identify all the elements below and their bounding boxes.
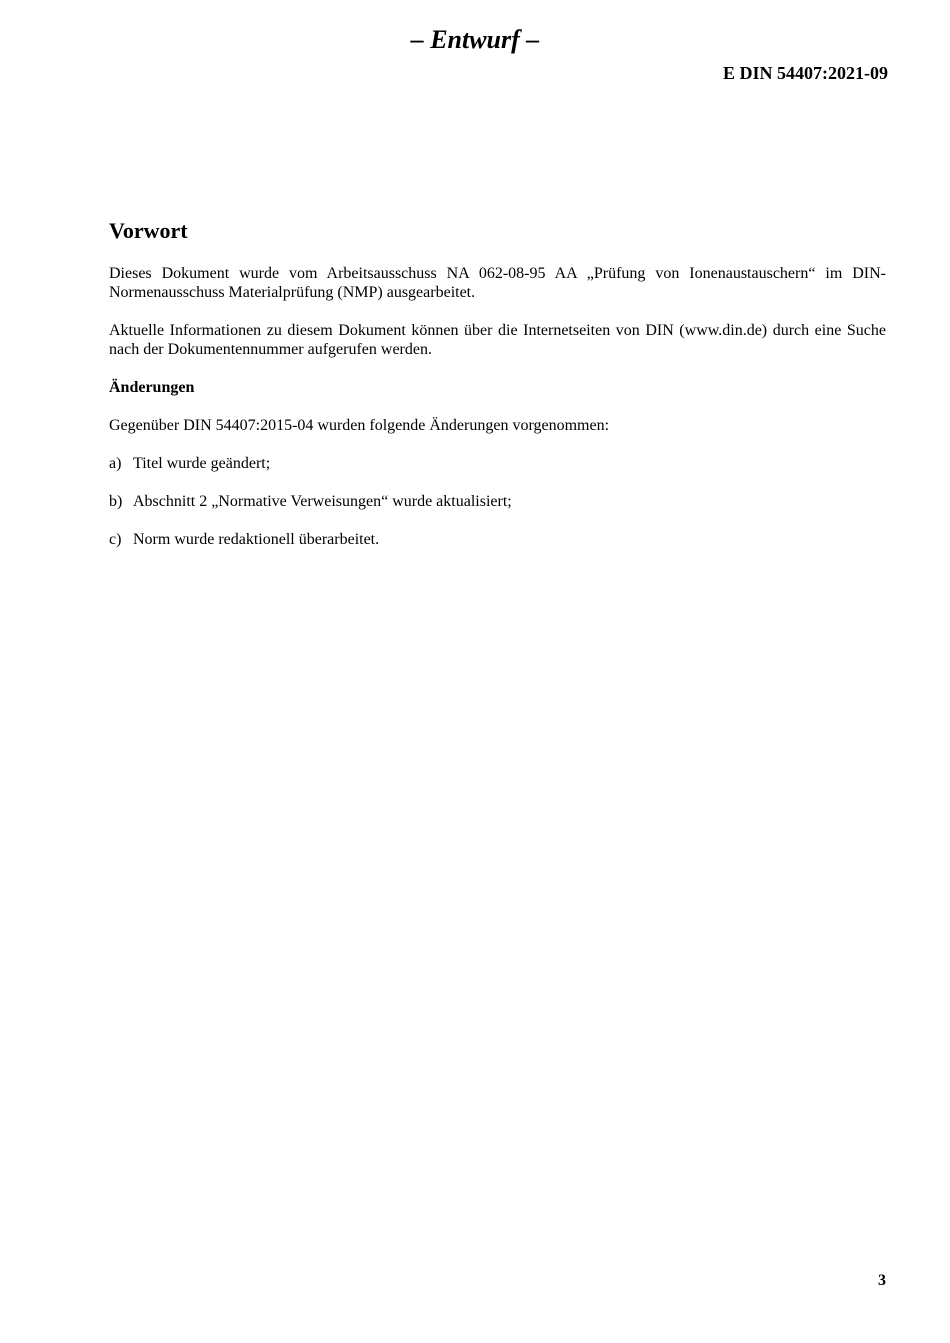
list-item [109, 530, 886, 549]
changes-heading: Änderungen [109, 379, 195, 396]
changes-list [109, 454, 886, 549]
section-title: Vorwort [109, 218, 188, 243]
page-number: 3 [878, 1272, 886, 1289]
list-item [109, 492, 886, 511]
list-text: Norm wurde redaktionell überarbeitet. [133, 531, 380, 548]
changes-intro: Gegenüber DIN 54407:2015-04 wurden folgende Änderungen vorgenommen: [109, 417, 610, 434]
list-item [109, 454, 886, 473]
list-text: Titel wurde geändert; [133, 455, 271, 472]
list-text: Abschnitt 2 „Normative Verweisungen“ wurde aktualisiert; [133, 493, 512, 510]
list-marker: a) [109, 455, 122, 472]
paragraph: Dieses Dokument wurde vom Arbeitsausschuss NA 062-08-95 AA „Prüfung von Ionenaustauschern“ im DIN-Normenausschuss Materialprüfung (NMP) ausgearbeitet. [109, 265, 886, 301]
draft-mark: – Entwurf – [410, 25, 540, 54]
paragraph: Aktuelle Informationen zu diesem Dokument können über die Internetseiten von DIN (www.din.de) durch eine Suche nach der Dokumentennummer aufgerufen werden. [109, 322, 886, 358]
document-number: E DIN 54407:2021-09 [723, 63, 888, 83]
list-marker: c) [109, 531, 122, 548]
list-marker: b) [109, 493, 123, 510]
foreword-section [109, 216, 886, 568]
